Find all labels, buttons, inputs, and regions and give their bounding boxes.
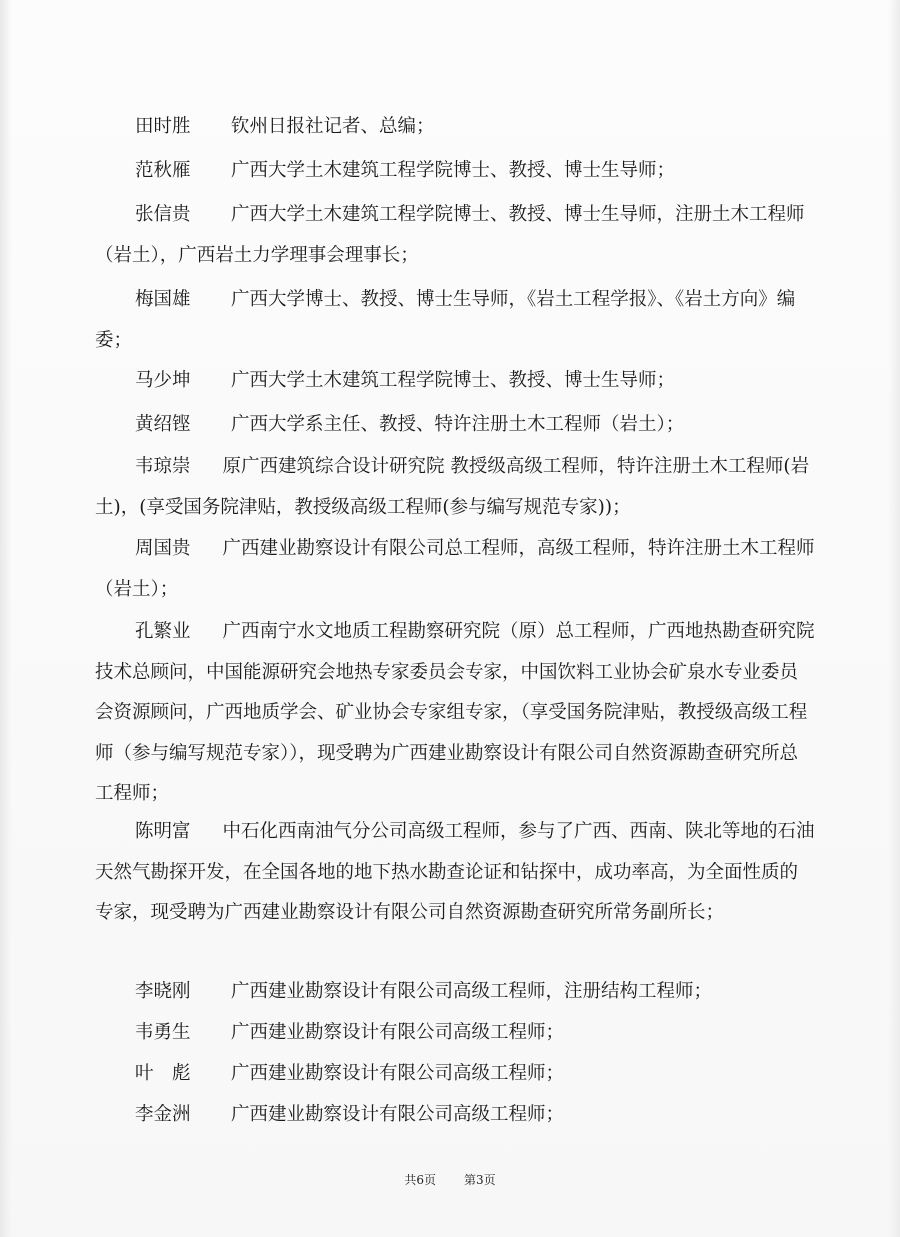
expert-description: 广西建业勘察设计有限公司高级工程师； xyxy=(231,1063,565,1084)
expert-description: 广西建业勘察设计有限公司总工程师，高级工程师，特许注册土木工程师（岩土）； xyxy=(95,538,815,600)
expert-entry xyxy=(95,361,815,402)
expert-name: 梅国雄 xyxy=(135,289,191,310)
expert-name: 孔繁业 xyxy=(135,621,191,642)
page-number: 第3页 xyxy=(464,1173,496,1187)
expert-name: 田时胜 xyxy=(135,116,191,137)
expert-entry xyxy=(95,151,815,192)
expert-description: 广西大学系主任、教授、特许注册土木工程师（岩土）； xyxy=(231,414,685,435)
expert-description: 广西大学土木建筑工程学院博士、教授、博士生导师，注册土木工程师（岩土），广西岩土力学理事会理事长； xyxy=(95,204,805,266)
expert-entry xyxy=(95,812,815,934)
expert-entry xyxy=(95,1054,815,1095)
expert-description: 广西建业勘察设计有限公司高级工程师，注册结构工程师； xyxy=(231,981,713,1002)
expert-entry xyxy=(95,447,815,528)
expert-entry xyxy=(95,972,815,1013)
expert-description: 广西大学博士、教授、博士生导师，《岩土工程学报》、《岩土方向》编委； xyxy=(95,289,796,351)
expert-description: 原广西建筑综合设计研究院 教授级高级工程师，特许注册土木工程师(岩土)，(享受国务院津贴，教授级高级工程师(参与编写规范专家))； xyxy=(95,456,810,518)
expert-name: 范秋雁 xyxy=(135,160,191,181)
expert-name: 黄绍铿 xyxy=(135,414,191,435)
expert-name: 李金洲 xyxy=(135,1104,191,1125)
expert-description: 广西大学土木建筑工程学院博士、教授、博士生导师； xyxy=(231,160,676,181)
expert-name: 张信贵 xyxy=(135,204,191,225)
expert-description: 广西南宁水文地质工程勘察研究院（原）总工程师，广西地热勘查研究院技术总顾问，中国能源研究会地热专家委员会专家，中国饮料工业协会矿泉水专业委员会资源顾问，广西地质学会、矿业协会专家组专家，（享受国务院津贴，教授级高级工程师（参与编写规范专家）），现受聘为广西建业勘察设计有限公司自然资源勘查研究所总工程师； xyxy=(95,621,815,804)
page-left-edge-shadow xyxy=(0,0,12,1237)
page-right-edge-shadow xyxy=(888,0,900,1237)
expert-name: 叶 彪 xyxy=(135,1063,191,1084)
expert-entry xyxy=(95,107,815,148)
expert-description: 广西建业勘察设计有限公司高级工程师； xyxy=(231,1022,565,1043)
expert-entry xyxy=(95,280,815,361)
expert-name: 周国贵 xyxy=(135,538,191,559)
expert-description: 中石化西南油气分公司高级工程师，参与了广西、西南、陕北等地的石油天然气勘探开发，在全国各地的地下热水勘查论证和钻探中，成功率高，为全面性质的专家，现受聘为广西建业勘察设计有限公司自然资源勘查研究所常务副所长； xyxy=(95,821,815,923)
expert-description: 钦州日报社记者、总编； xyxy=(231,116,435,137)
expert-name: 马少坤 xyxy=(135,370,191,391)
expert-entry xyxy=(95,405,815,446)
expert-name: 陈明富 xyxy=(135,821,191,842)
expert-description: 广西建业勘察设计有限公司高级工程师； xyxy=(231,1104,565,1125)
expert-entry xyxy=(95,1095,815,1136)
page-total: 共6页 xyxy=(404,1173,436,1187)
expert-entry xyxy=(95,195,815,276)
expert-name: 韦勇生 xyxy=(135,1022,191,1043)
expert-name: 李晓刚 xyxy=(135,981,191,1002)
expert-entry xyxy=(95,612,815,815)
expert-description: 广西大学土木建筑工程学院博士、教授、博士生导师； xyxy=(231,370,676,391)
page-footer xyxy=(0,1171,900,1188)
expert-entry xyxy=(95,529,815,610)
expert-entry xyxy=(95,1013,815,1054)
expert-name: 韦琼崇 xyxy=(135,456,191,477)
